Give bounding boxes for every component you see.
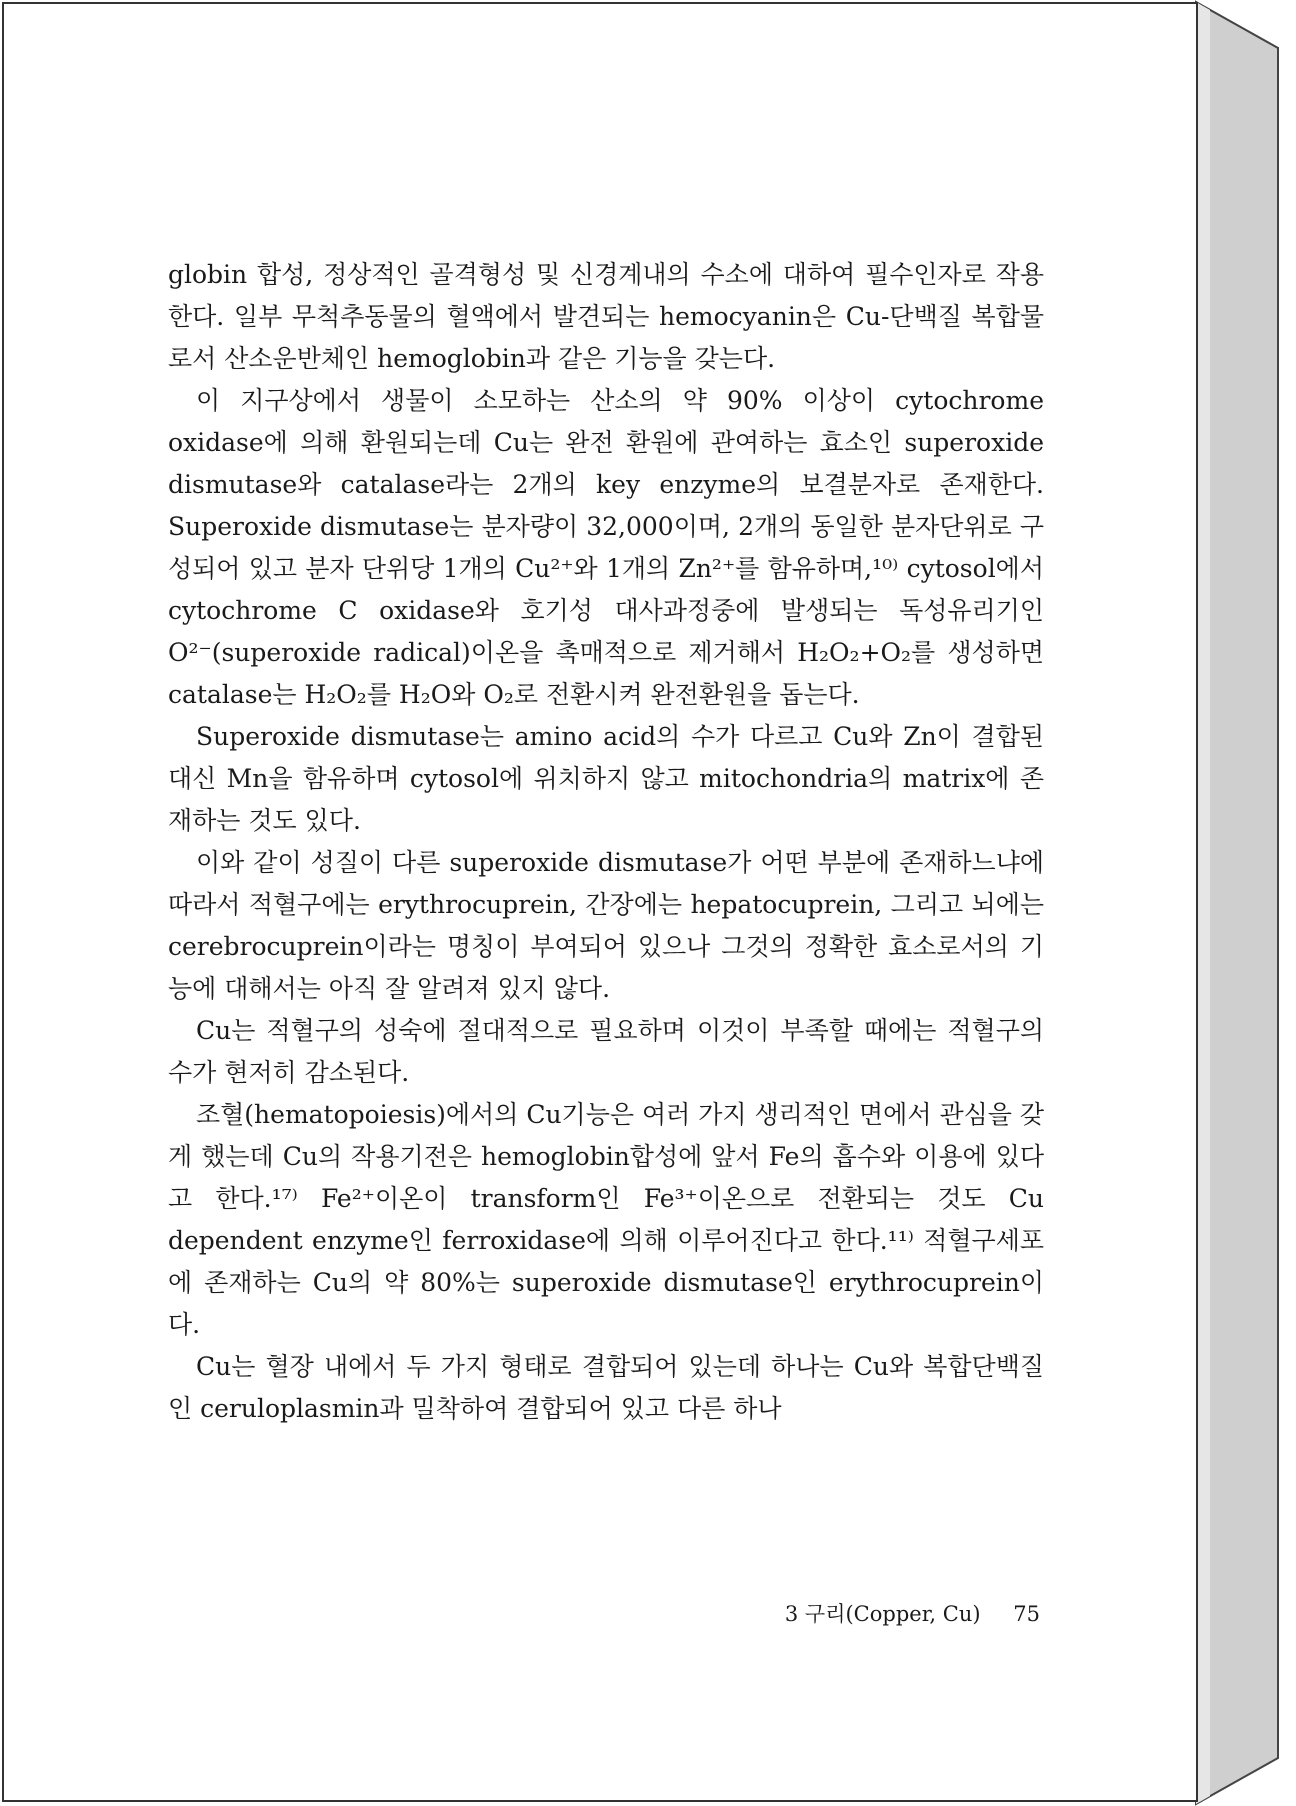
- paragraph-1: globin 합성, 정상적인 골격형성 및 신경계내의 수소에 대하여 필수인자로 작용한다. 일부 무척추동물의 혈액에서 발견되는 hemocyanin은 Cu-단백질 복합물로서 산소운반체인 hemoglobin과 같은 기능을 갖는다.: [168, 260, 1044, 373]
- running-chapter-title: 3 구리(Copper, Cu): [784, 1602, 981, 1626]
- page-footer: [720, 1598, 1040, 1628]
- page-number: 75: [1013, 1602, 1040, 1626]
- book-side-highlight: [1196, 2, 1210, 1804]
- paragraph-5: Cu는 적혈구의 성숙에 절대적으로 필요하며 이것이 부족할 때에는 적혈구의 수가 현저히 감소된다.: [168, 1016, 1044, 1087]
- paragraph-4: 이와 같이 성질이 다른 superoxide dismutase가 어떤 부분에 존재하느냐에 따라서 적혈구에는 erythrocuprein, 간장에는 hepatocuprein, 그리고 뇌에는 cerebrocuprein이라는 명칭이 부여되어 있으나 그것의 정확한 효소로서의 기능에 대해서는 아직 잘 알려져 있지 않다.: [168, 848, 1044, 1003]
- paragraph-2: 이 지구상에서 생물이 소모하는 산소의 약 90% 이상이 cytochrome oxidase에 의해 환원되는데 Cu는 완전 환원에 관여하는 효소인 superoxide dismutase와 catalase라는 2개의 key enzyme의 보결분자로 존재한다. Superoxide dismutase는 분자량이 32,000이며, 2개의 동일한 분자단위로 구성되어 있고 분자 단위당 1개의 Cu²⁺와 1개의 Zn²⁺를 함유하며,¹⁰⁾ cytosol에서 cytochrome C oxidase와 호기성 대사과정중에 발생되는 독성유리기인 O²⁻(superoxide radical)이온을 촉매적으로 제거해서 H₂O₂+O₂를 생성하면 catalase는 H₂O₂를 H₂O와 O₂로 전환시켜 완전환원을 돕는다.: [168, 386, 1044, 709]
- body-text: [168, 254, 1044, 1430]
- paragraph-7: Cu는 혈장 내에서 두 가지 형태로 결합되어 있는데 하나는 Cu와 복합단백질인 ceruloplasmin과 밀착하여 결합되어 있고 다른 하나: [168, 1352, 1044, 1423]
- paragraph-3: Superoxide dismutase는 amino acid의 수가 다르고 Cu와 Zn이 결합된 대신 Mn을 함유하며 cytosol에 위치하지 않고 mitochondria의 matrix에 존재하는 것도 있다.: [168, 722, 1044, 835]
- paragraph-6: 조혈(hematopoiesis)에서의 Cu기능은 여러 가지 생리적인 면에서 관심을 갖게 했는데 Cu의 작용기전은 hemoglobin합성에 앞서 Fe의 흡수와 이용에 있다고 한다.¹⁷⁾ Fe²⁺이온이 transform인 Fe³⁺이온으로 전환되는 것도 Cu dependent enzyme인 ferroxidase에 의해 이루어진다고 한다.¹¹⁾ 적혈구세포에 존재하는 Cu의 약 80%는 superoxide dismutase인 erythrocuprein이다.: [168, 1100, 1044, 1339]
